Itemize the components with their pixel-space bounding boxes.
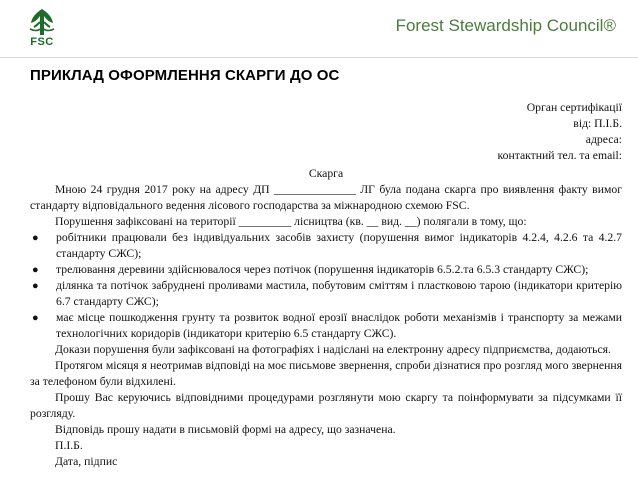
paragraph: Мною 24 грудня 2017 року на адресу ДП ______________ ЛГ була подана скарга про виявлення факту вимог стандарту відповідального ведення лісового господарства за міжнародною схемою FSC. [30, 183, 622, 212]
bullet-icon: ● [32, 312, 39, 324]
paragraph: Протягом місяця я неотримав відповіді на моє письмове звернення, спроби дізнатися про розгляд мого звернення за телефоном були відхилені. [30, 359, 622, 388]
address-line: адреса: [585, 133, 622, 146]
violations-list [30, 230, 622, 342]
bullet-icon: ● [32, 264, 39, 276]
paragraph: Докази порушення були зафіксовані на фотографіях і надіслані на електронну адресу підприємства, додаються. [55, 343, 611, 356]
address-block [30, 100, 622, 164]
bullet-icon: ● [32, 232, 39, 244]
paragraph: Прошу Вас керуючись відповідними процедурами розглянути мою скаргу та поінформувати за підсумками її розгляду. [30, 391, 622, 420]
signature-date: Дата, підпис [55, 455, 118, 468]
list-item [30, 310, 622, 342]
header-divider [0, 57, 638, 58]
document-title: Скарга [308, 167, 344, 180]
list-item [30, 230, 622, 262]
header [0, 0, 638, 58]
paragraph: Порушення зафіксовані на території _________ лісництва (кв. __ вид. __) полягали в тому, що: [55, 215, 527, 228]
address-line: від: П.І.Б. [573, 117, 622, 130]
paragraph: Відповідь прошу надати в письмовій формі на адресу, що зазначена. [55, 423, 396, 436]
list-item [30, 278, 622, 310]
signature-name: П.І.Б. [55, 439, 83, 452]
address-line: Орган сертифікації [526, 101, 622, 114]
list-item-text: ділянка та потічок забруднені проливами мастила, побутовим сміттям і пластковою тарою (індикатори критерію 6.7 стандарту СЖС); [56, 279, 622, 308]
page-title: ПРИКЛАД ОФОРМЛЕННЯ СКАРГИ ДО ОС [30, 67, 340, 84]
list-item-text: робітники працювали без індивідуальних засобів захисту (порушення вимог індикаторів 4.2.4, 4.2.6 та 4.2.7 стандарту СЖС); [56, 231, 622, 260]
complaint-document [30, 100, 622, 470]
fsc-logo-text: FSC [30, 36, 54, 48]
list-item-text: має місце пошкодження грунту та розвиток водної ерозії внаслідок роботи механізмів і транспорту за межами технологічних коридорів (індикатори критерію 6.5 стандарту СЖС). [56, 311, 622, 340]
bullet-icon: ● [32, 280, 39, 292]
list-item [30, 262, 622, 278]
list-item-text: трелювання деревини здійснювалося через потічок (порушення індикаторів 6.5.2.та 6.5.3 стандарту СЖС); [56, 263, 589, 276]
brand-name: Forest Stewardship Council® [395, 16, 616, 35]
address-line: контактний тел. та email: [497, 149, 622, 162]
